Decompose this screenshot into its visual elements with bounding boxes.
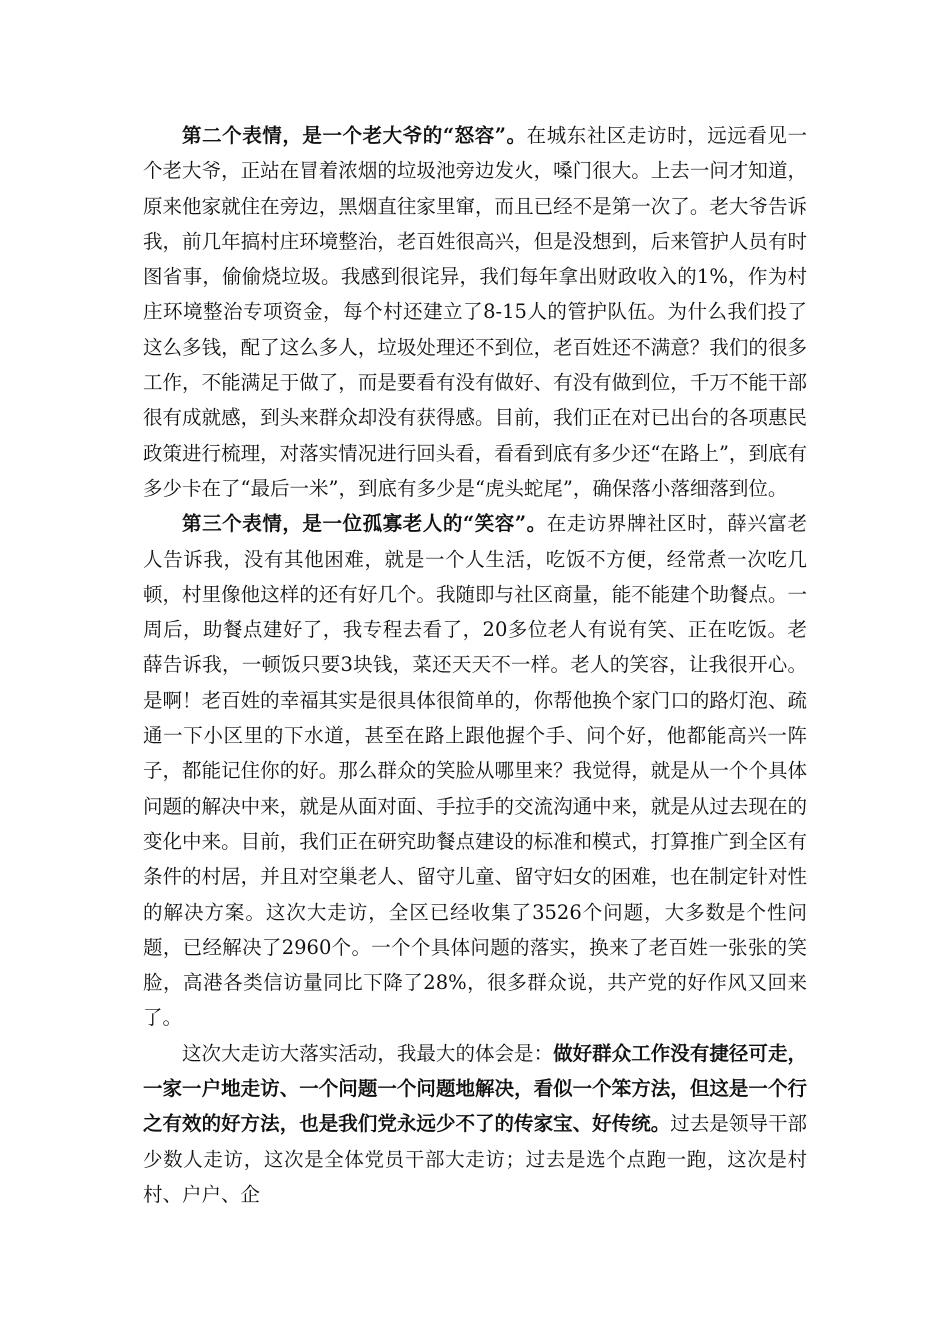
paragraph-heading: 第二个表情，是一个老大爷的“怒容”。 — [182, 124, 527, 147]
paragraph-body: 在走访界牌社区时，薛兴富老人告诉我，没有其他困难，就是一个人生活，吃饭不方便，经常煮一次吃几顿，村里像他这样的还有好几个。我随即与社区商量，能不能建个助餐点。一周后，助餐点建好了，我专程去看了，20多位老人有说有笑、正在吃饭。老薛告诉我，一顿饭只要3块钱，菜还天天不一样。老人的笑容，让我很开心。是啊！老百姓的幸福其实是很具体很简单的，你帮他换个家门口的路灯泡、疏通一下小区里的下水道，甚至在路上跟他握个手、问个好，他都能高兴一阵子，都能记住你的好。那么群众的笑脸从哪里来？我觉得，就是从一个个具体问题的解决中来，就是从面对面、手拉手的交流沟通中来，就是从过去现在的变化中来。目前，我们正在研究助餐点建设的标准和模式，打算推广到全区有条件的村居，并且对空巢老人、留守儿童、留守妇女的困难，也在制定针对性的解决方案。这次大走访，全区已经收集了3526个问题，大多数是个性问题，已经解决了2960个。一个个具体问题的落实，换来了老百姓一张张的笑脸，高港各类信访量同比下降了28%，很多群众说，共产党的好作风又回来了。 — [143, 512, 807, 1030]
paragraph-experience — [143, 1036, 807, 1212]
paragraph-intro: 这次大走访大落实活动，我最大的体会是： — [182, 1041, 554, 1065]
paragraph-body: 在城东社区走访时，远远看见一个老大爷，正站在冒着浓烟的垃圾池旁边发火，嗓门很大。上去一问才知道，原来他家就住在旁边，黑烟直往家里窜，而且已经不是第一次了。老大爷告诉我，前几年搞村庄环境整治，老百姓很高兴，但是没想到，后来管护人员有时图省事，偷偷烧垃圾。我感到很诧异，我们每年拿出财政收入的1%，作为村庄环境整治专项资金，每个村还建立了8-15人的管护队伍。为什么我们投了这么多钱，配了这么多人，垃圾处理还不到位，老百姓还不满意？我们的很多工作，不能满足于做了，而是要看有没有做好、有没有做到位，千万不能干部很有成就感，到头来群众却没有获得感。目前，我们正在对已出台的各项惠民政策进行梳理，对落实情况进行回头看，看看到底有多少还“在路上”，到底有多少卡在了“最后一米”，到底有多少是“虎头蛇尾”，确保落小落细落到位。 — [143, 124, 807, 500]
paragraph-smiling-face — [143, 506, 807, 1035]
paragraph-body: 过去是领导干部少数人走访，这次是全体党员干部大走访；过去是选个点跑一跑，这次是村村、户户、企 — [143, 1112, 807, 1206]
document-page — [143, 118, 807, 1212]
paragraph-heading: 做好群众工作没有捷径可走，一家一户地走访、一个问题一个问题地解决，看似一个笨方法，但这是一个行之有效的好方法，也是我们党永远少不了的传家宝、好传统。 — [143, 1041, 807, 1136]
paragraph-angry-face — [143, 118, 807, 506]
paragraph-heading: 第三个表情，是一位孤寡老人的“笑容”。 — [182, 512, 547, 536]
